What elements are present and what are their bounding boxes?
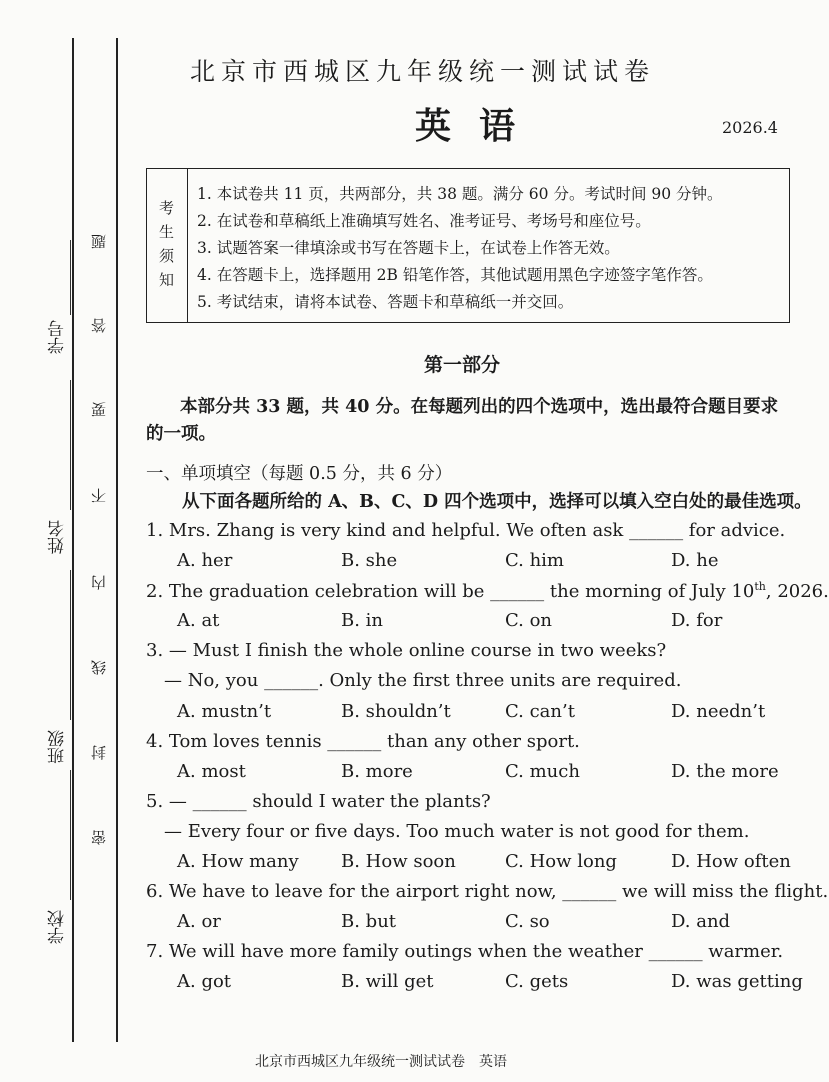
- field-school-line: [70, 770, 71, 900]
- exam-title: 北京市西城区九年级统一测试试卷: [190, 57, 656, 86]
- option-a: A. How many: [177, 851, 299, 872]
- option-c: C. How long: [505, 851, 617, 872]
- notice-label-char: 知: [159, 271, 175, 289]
- option-c: C. gets: [505, 971, 569, 992]
- notice-label-char: 须: [159, 247, 175, 265]
- field-class-line: [70, 570, 71, 720]
- page-footer: 北京市西城区九年级统一测试试卷 英语: [255, 1054, 507, 1070]
- part-intro: 本部分共 33 题，共 40 分。在每题列出的四个选项中，选出最符合题目要求的一项。: [146, 397, 779, 444]
- option-a: A. mustn’t: [177, 701, 272, 722]
- option-c: C. him: [505, 550, 564, 571]
- margin-line-left: [72, 38, 74, 1042]
- option-a: A. her: [177, 550, 233, 571]
- notice-item: 3. 试题答案一律填涂或书写在答题卡上，在试卷上作答无效。: [197, 239, 620, 257]
- question-stem: [146, 580, 829, 602]
- field-class: 班级: [48, 730, 68, 764]
- option-c: C. on: [505, 610, 553, 631]
- notice-label: [147, 169, 188, 322]
- option-d: D. and: [671, 911, 731, 932]
- margin-line-right: [116, 38, 118, 1042]
- notice-label-char: 生: [159, 223, 175, 241]
- seal-char: 封: [90, 745, 108, 760]
- field-student-id-line: [70, 240, 71, 315]
- section-instruction: 从下面各题所给的 A、B、C、D 四个选项中，选择可以填入空白处的最佳选项。: [182, 492, 812, 512]
- option-c: C. so: [505, 911, 550, 932]
- seal-char: 不: [90, 488, 108, 503]
- notice-label-char: 考: [159, 199, 175, 217]
- option-d: D. he: [671, 550, 719, 571]
- field-school: 学校: [48, 910, 68, 944]
- option-d: D. How often: [671, 851, 791, 872]
- option-b: B. will get: [341, 971, 434, 992]
- section-heading: 一、单项填空（每题 0.5 分，共 6 分）: [146, 464, 453, 484]
- exam-date: 2026.4: [722, 118, 778, 137]
- field-name: 姓名: [48, 520, 68, 554]
- notice-item: 1. 本试卷共 11 页，共两部分，共 38 题。满分 60 分。考试时间 90 分钟。: [197, 185, 723, 203]
- field-name-line: [70, 380, 71, 510]
- question-stem: 5. — ______ should I water the plants?: [146, 791, 491, 812]
- question-continuation: — No, you ______. Only the first three units are required.: [164, 670, 682, 691]
- question-stem: 3. — Must I finish the whole online course in two weeks?: [146, 640, 667, 661]
- option-d: D. the more: [671, 761, 779, 782]
- notice-box: [146, 168, 790, 323]
- subject-title: 英语: [415, 105, 544, 147]
- notice-item: 5. 考试结束，请将本试卷、答题卡和草稿纸一并交回。: [197, 293, 574, 311]
- option-b: B. in: [341, 610, 384, 631]
- option-d: D. was getting: [671, 971, 803, 992]
- option-c: C. can’t: [505, 701, 575, 722]
- question-stem: 1. Mrs. Zhang is very kind and helpful. We often ask ______ for advice.: [146, 520, 786, 541]
- seal-char: 密: [90, 830, 108, 845]
- seal-char: 内: [90, 575, 108, 590]
- question-continuation: — Every four or five days. Too much water is not good for them.: [164, 821, 750, 842]
- seal-char: 线: [90, 660, 108, 675]
- option-a: A. or: [177, 911, 221, 932]
- stem-text: 2. The graduation celebration will be ______ the morning of July 10: [146, 581, 755, 602]
- seal-char: 答: [90, 318, 108, 333]
- option-a: A. at: [177, 610, 220, 631]
- option-b: B. shouldn’t: [341, 701, 451, 722]
- option-b: B. but: [341, 911, 397, 932]
- stem-text-end: , 2026.: [765, 581, 829, 602]
- option-d: D. for: [671, 610, 723, 631]
- question-stem: 7. We will have more family outings when the weather ______ warmer.: [146, 941, 784, 962]
- option-b: B. more: [341, 761, 413, 782]
- notice-item: 2. 在试卷和草稿纸上准确填写姓名、准考证号、考场号和座位号。: [197, 212, 651, 230]
- option-b: B. she: [341, 550, 398, 571]
- option-d: D. needn’t: [671, 701, 766, 722]
- seal-char: 要: [90, 402, 108, 417]
- question-stem: 4. Tom loves tennis ______ than any other sport.: [146, 731, 580, 752]
- option-b: B. How soon: [341, 851, 456, 872]
- seal-char: 题: [90, 234, 108, 249]
- notice-item: 4. 在答题卡上，选择题用 2B 铅笔作答，其他试题用黑色字迹签字笔作答。: [197, 266, 713, 284]
- option-a: A. most: [177, 761, 246, 782]
- stem-superscript: th: [754, 580, 766, 593]
- option-a: A. got: [177, 971, 232, 992]
- part-title: 第一部分: [424, 354, 501, 376]
- field-student-id: 学号: [48, 320, 68, 354]
- notice-items: [197, 181, 723, 316]
- option-c: C. much: [505, 761, 580, 782]
- question-stem: 6. We have to leave for the airport right now, ______ we will miss the flight.: [146, 881, 829, 902]
